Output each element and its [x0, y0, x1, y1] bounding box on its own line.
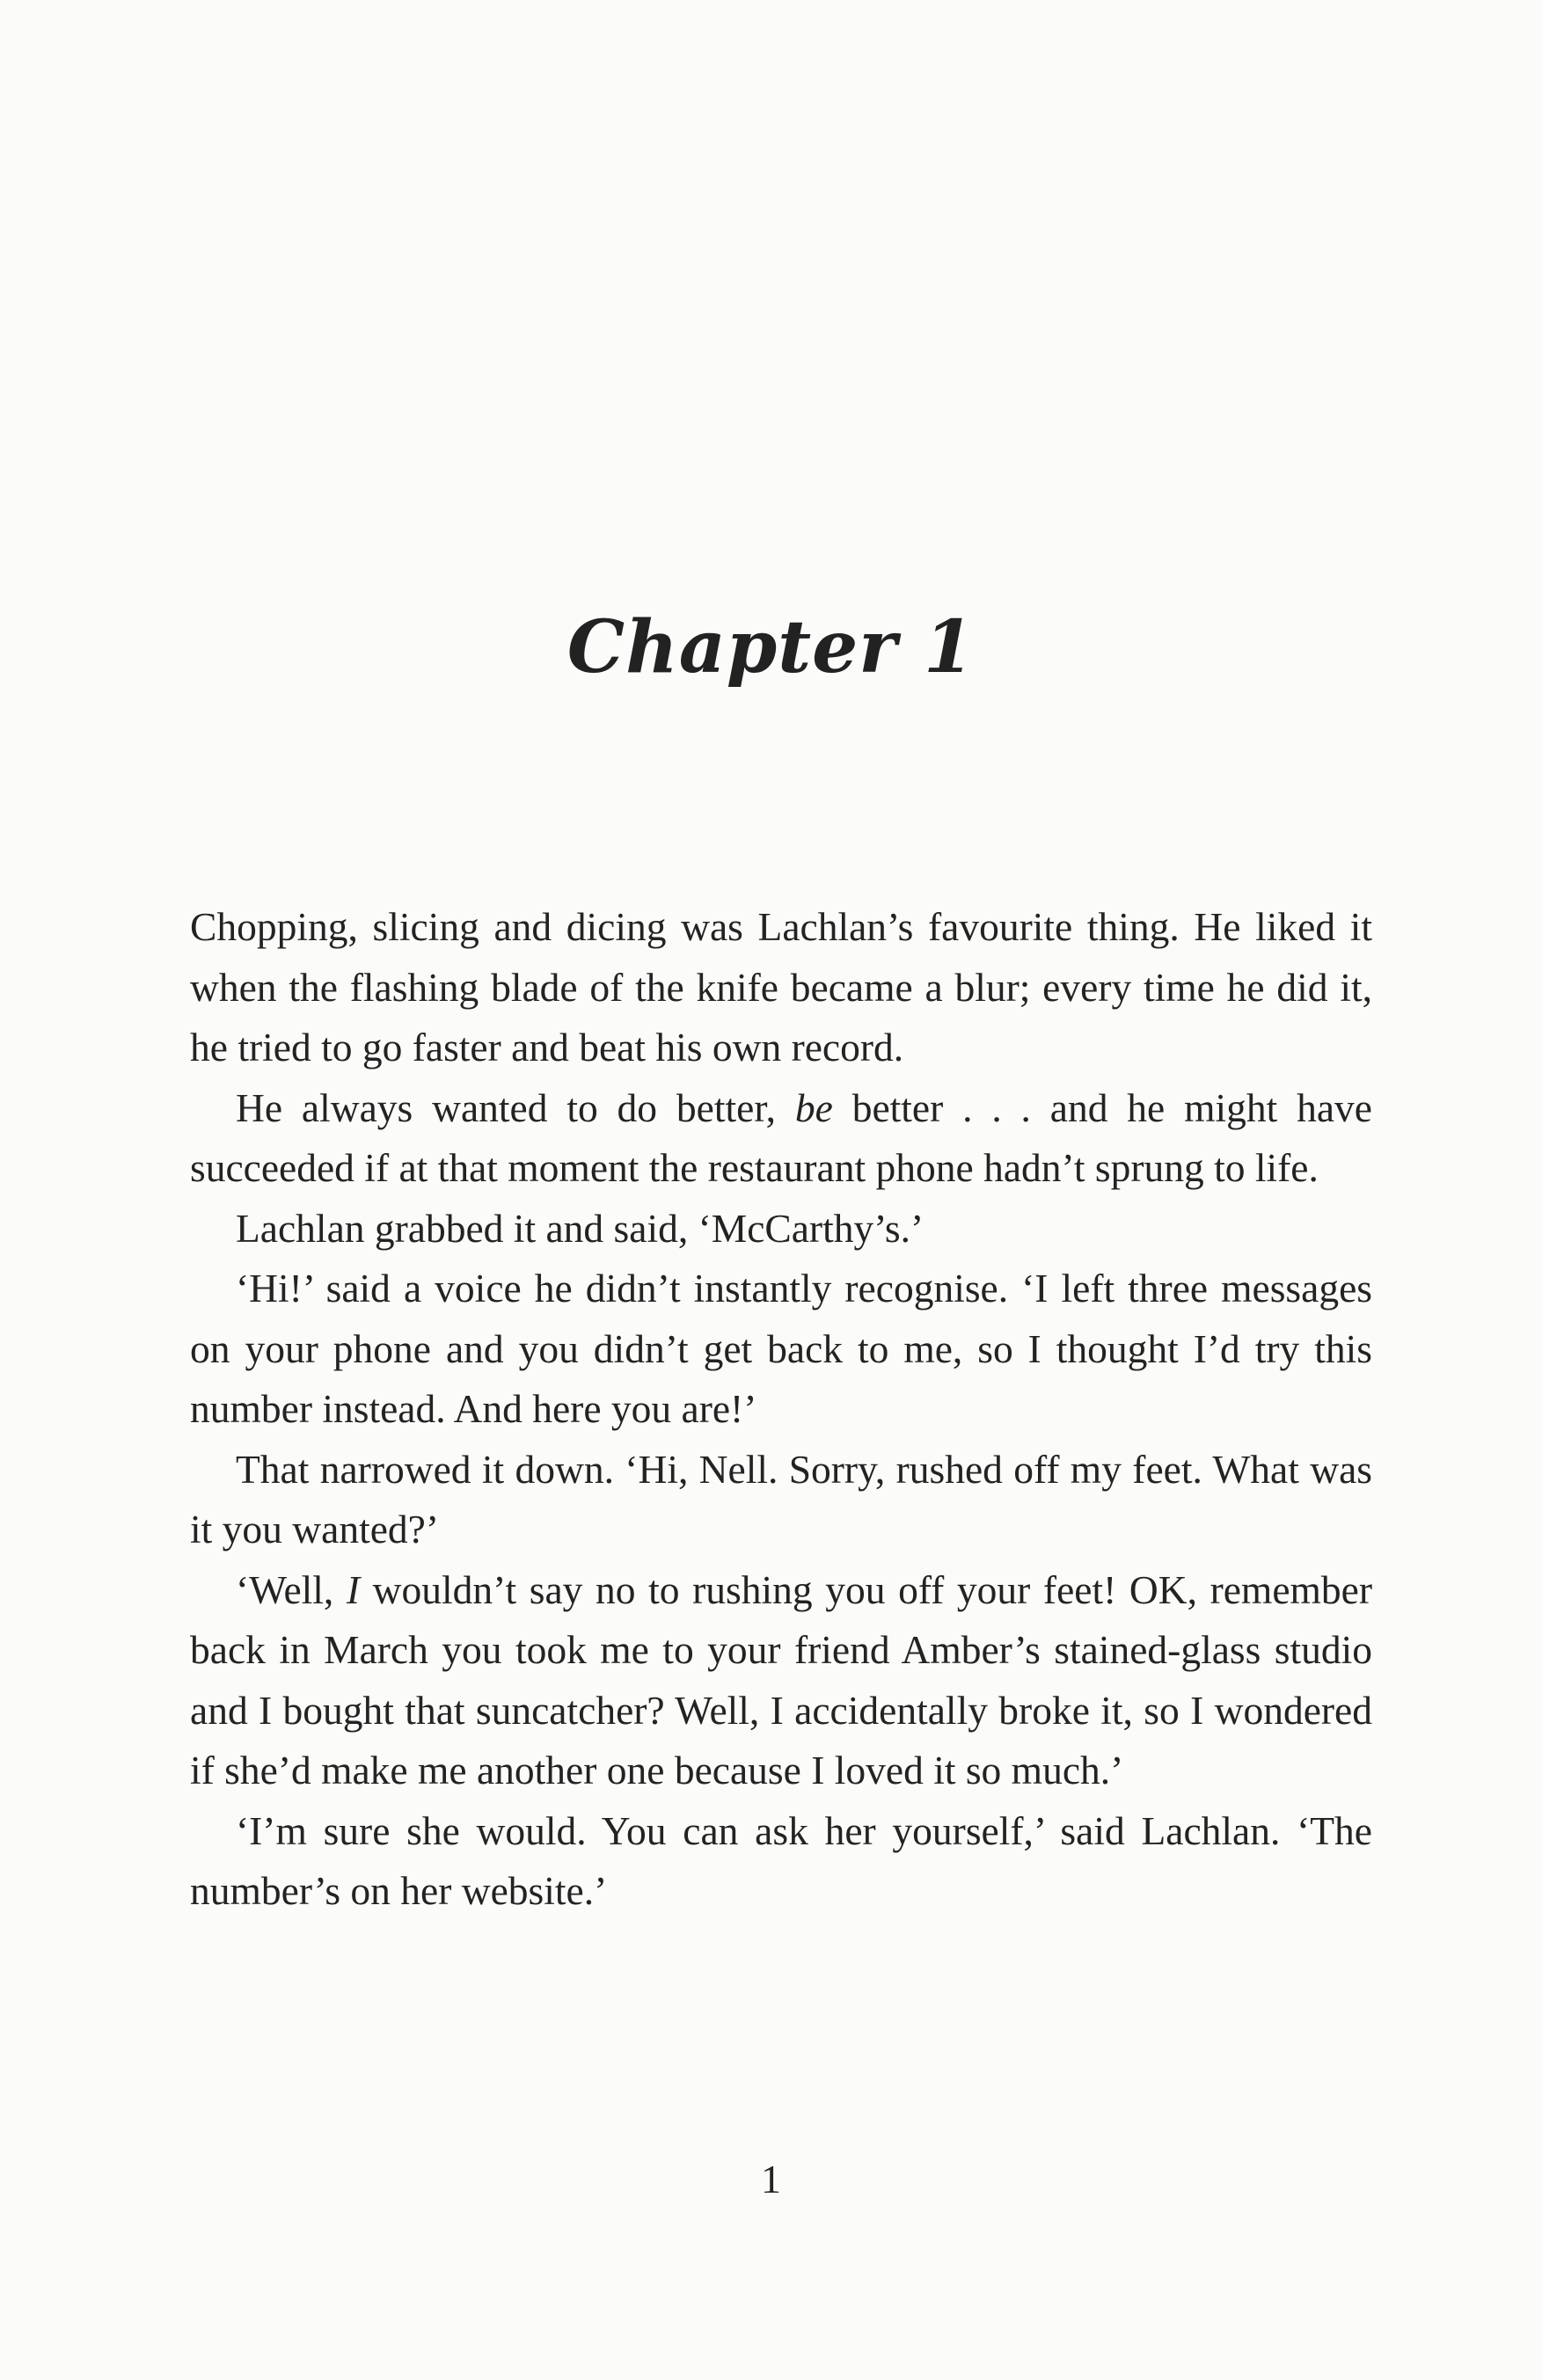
paragraph-2-emphasis: be: [794, 1084, 833, 1130]
paragraph-2: [190, 1078, 1372, 1199]
chapter-heading: Chapter 1: [566, 604, 976, 690]
paragraph-6-before: ‘Well,: [236, 1566, 347, 1612]
chapter-body: [190, 897, 1372, 1922]
paragraph-1: Chopping, slicing and dicing was Lachlan’s favourite thing. He liked it when the flashing blade of the knife became a blur; every time he did it, he tried to go faster and beat his own record.: [190, 904, 1372, 1070]
paragraph-6-after: wouldn’t say no to rushing you off your feet! OK, remember back in March you took me to your friend Amber’s stained-glass studio and I bought that suncatcher? Well, I accidentally broke it, so I wondered if she’d make me another one because I loved it so much.’: [190, 1566, 1372, 1792]
paragraph-2-before: He always wanted to do better,: [236, 1084, 795, 1130]
paragraph-4: ‘Hi!’ said a voice he didn’t instantly recognise. ‘I left three messages on your phone and you didn’t get back to me, so I thought I’d try this number instead. And here you are!’: [190, 1266, 1372, 1431]
page-number: 1: [761, 2157, 781, 2201]
paragraph-3: Lachlan grabbed it and said, ‘McCarthy’s.’: [236, 1205, 924, 1251]
paragraph-7: ‘I’m sure she would. You can ask her yourself,’ said Lachlan. ‘The number’s on her website.’: [190, 1807, 1372, 1913]
paragraph-6: [190, 1560, 1372, 1801]
paragraph-6-emphasis: I: [346, 1566, 361, 1612]
paragraph-2-after: better . . . and he might have succeeded if at that moment the restaurant phone hadn’t sprung to life.: [190, 1084, 1373, 1190]
paragraph-5: That narrowed it down. ‘Hi, Nell. Sorry, rushed off my feet. What was it you wanted?’: [190, 1446, 1372, 1551]
